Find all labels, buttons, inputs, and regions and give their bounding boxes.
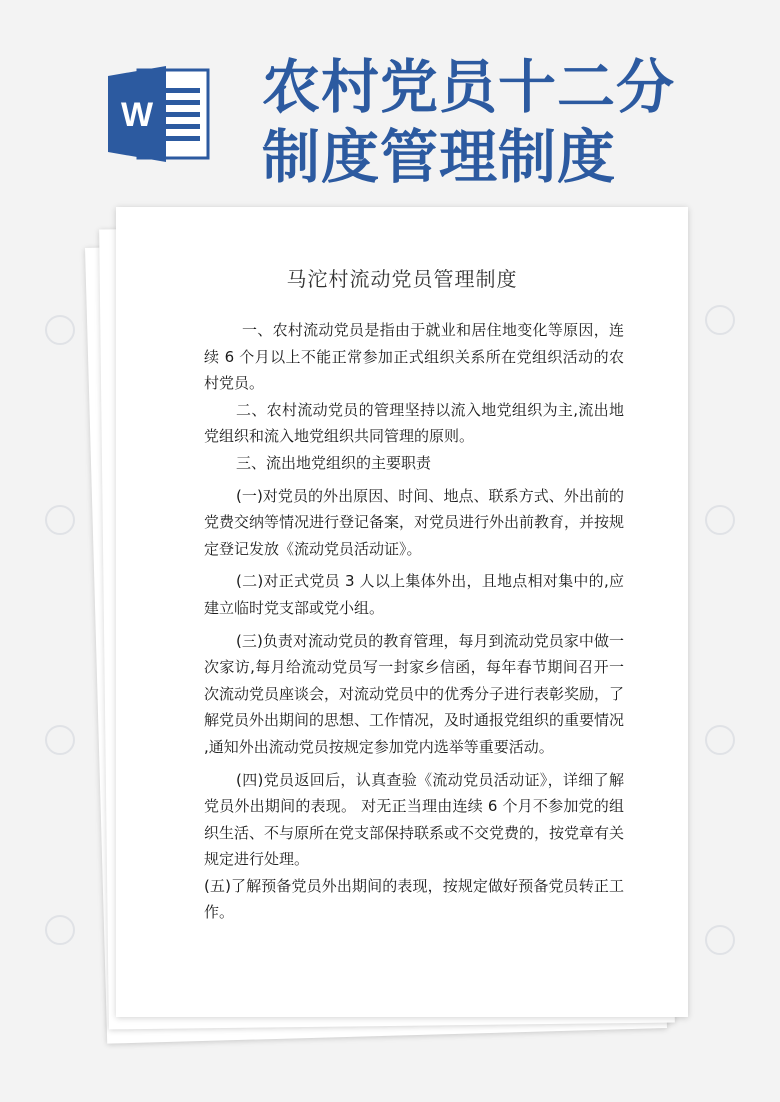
page-headline: 农村党员十二分制度管理制度 (262, 53, 676, 191)
paragraph: 二、农村流动党员的管理坚持以流入地党组织为主,流出地党组织和流入地党组织共同管理的原则。 (204, 400, 624, 446)
document-title: 马沱村流动党员管理制度 (286, 267, 518, 291)
word-document-icon (108, 64, 212, 164)
paragraph: 一、农村流动党员是指由于就业和居住地变化等原因，连续 6 个月以上不能正常参加正式组织关系所在党组织活动的农村党员。 (204, 321, 624, 393)
svg-text:W: W (120, 96, 154, 134)
paragraph: (一)对党员的外出原因、时间、地点、联系方式、外出前的党费交纳等情况进行登记备案，对党员进行外出前教育，并按规定登记发放《流动党员活动证》。 (204, 486, 625, 558)
paragraph: (四)党员返回后，认真查验《流动党员活动证》，详细了解党员外出期间的表现。 对无正当理由连续 6 个月不参加党的组织生活、不与原所在党支部保持联系或不交党费的，按党章有关规定进行处理。 (204, 770, 625, 869)
paragraph-heading: 三、流出地党组织的主要职责 (236, 453, 432, 472)
paragraph: (二)对正式党员 3 人以上集体外出，且地点相对集中的,应建立临时党支部或党小组。 (204, 572, 624, 617)
paragraph: (五)了解预备党员外出期间的表现，按规定做好预备党员转正工作。 (204, 876, 624, 922)
document-body (204, 317, 624, 926)
paragraph: (三)负责对流动党员的教育管理，每月到流动党员家中做一次家访,每月给流动党员写一封家乡信函，每年春节期间召开一次流动党员座谈会，对流动党员中的优秀分子进行表彰奖励，了解党员外出期间的思想、工作情况，及时通报党组织的重要情况 ,通知外出流动党员按规定参加党内选举等重要活动。 (204, 631, 625, 756)
document-page (116, 207, 688, 1017)
